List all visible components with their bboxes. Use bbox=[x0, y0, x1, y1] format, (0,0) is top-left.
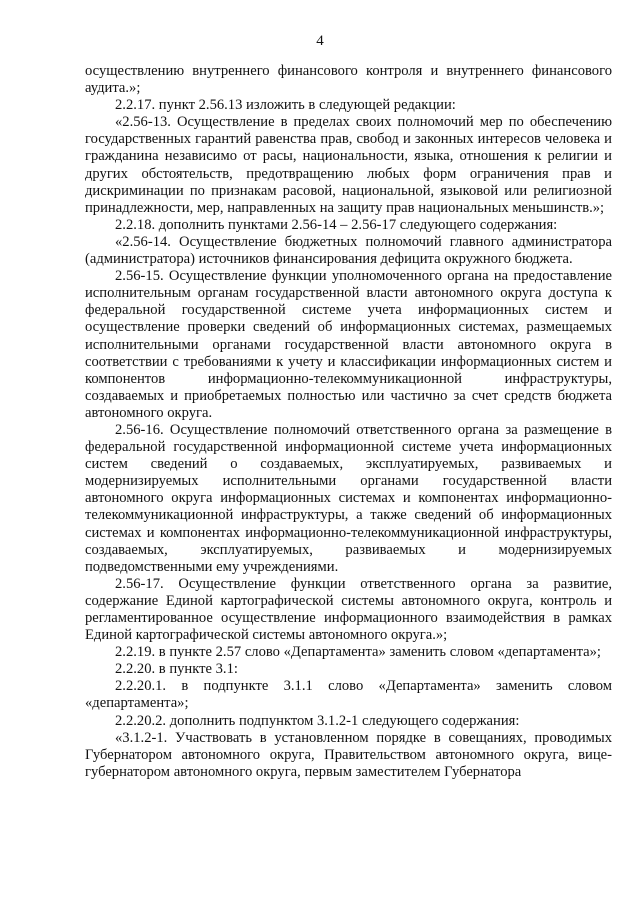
page-number: 4 bbox=[316, 33, 324, 49]
paragraph-2-56-15: 2.56-15. Осуществление функции уполномоченного органа на предоставление исполнительным органам государственной власти автономного округа доступа к федеральной государственной системе учета информационных систем и осуществление проверки сведений об информационных системах, размещаемых исполнительными органами государственной власти автономного округа в соответствии с требованиями к учету и классификации информационных систем и компонентов информационно-телекоммуникационной инфраструктуры, создаваемых и приобретаемых полностью или частично за счет средств бюджета автономного округа. bbox=[85, 268, 612, 421]
paragraph-2-56-16: 2.56-16. Осуществление полномочий ответственного органа за размещение в федеральной государственной информационной системе учета информационных систем сведений о создаваемых, эксплуатируемых, развиваемых и модернизируемых исполнительными органами государственной власти автономного округа информационных системах и компонентах информационно-телекоммуникационной инфраструктуры, а также сведений об информационных системах и компонентах информационно-телекоммуникационной инфраструктуры, создаваемых, эксплуатируемых, развиваемых и модернизируемых подведомственными ему учреждениями. bbox=[85, 421, 612, 575]
paragraph-2-56-14: «2.56-14. Осуществление бюджетных полномочий главного администратора (администратора) источников финансирования дефицита окружного бюджета. bbox=[85, 233, 612, 268]
paragraph-2-2-17: 2.2.17. пункт 2.56.13 изложить в следующей редакции: bbox=[115, 97, 456, 114]
paragraph-2-56-13: «2.56-13. Осуществление в пределах своих полномочий мер по обеспечению государственных гарантий равенства прав, свобод и законных интересов человека и гражданина независимо от расы, национальности, языка, отношения к религии и других обстоятельств, предотвращению любых форм ограничения прав и дискриминации по признакам расовой, национальной, языковой или религиозной принадлежности, мер, направленных на защиту прав национальных меньшинств.»; bbox=[85, 114, 612, 216]
paragraph-2-2-20-1: 2.2.20.1. в подпункте 3.1.1 слово «Департамента» заменить словом «департамента»; bbox=[85, 678, 612, 712]
paragraph-3-1-2-1: «3.1.2-1. Участвовать в установленном порядке в совещаниях, проводимых Губернатором автономного округа, Правительством автономного округа, вице-губернатором автономного округа, первым заместителем Губернатора bbox=[85, 729, 612, 780]
paragraph-2-2-20-2: 2.2.20.2. дополнить подпунктом 3.1.2-1 следующего содержания: bbox=[115, 712, 520, 729]
paragraph-2-2-19: 2.2.19. в пункте 2.57 слово «Департамента» заменить словом «департамента»; bbox=[115, 644, 601, 661]
paragraph-2-2-20: 2.2.20. в пункте 3.1: bbox=[115, 661, 238, 678]
paragraph-2-2-18: 2.2.18. дополнить пунктами 2.56-14 – 2.56-17 следующего содержания: bbox=[115, 216, 558, 233]
document-body bbox=[85, 63, 612, 781]
paragraph-continuation: осуществлению внутреннего финансового контроля и внутреннего финансового аудита.»; bbox=[85, 63, 612, 97]
paragraph-2-56-17: 2.56-17. Осуществление функции ответственного органа за развитие, содержание Единой картографической системы автономного округа, контроль и регламентированное осуществление информационного взаимодействия в рамках Единой картографической системы автономного округа.»; bbox=[85, 575, 612, 644]
